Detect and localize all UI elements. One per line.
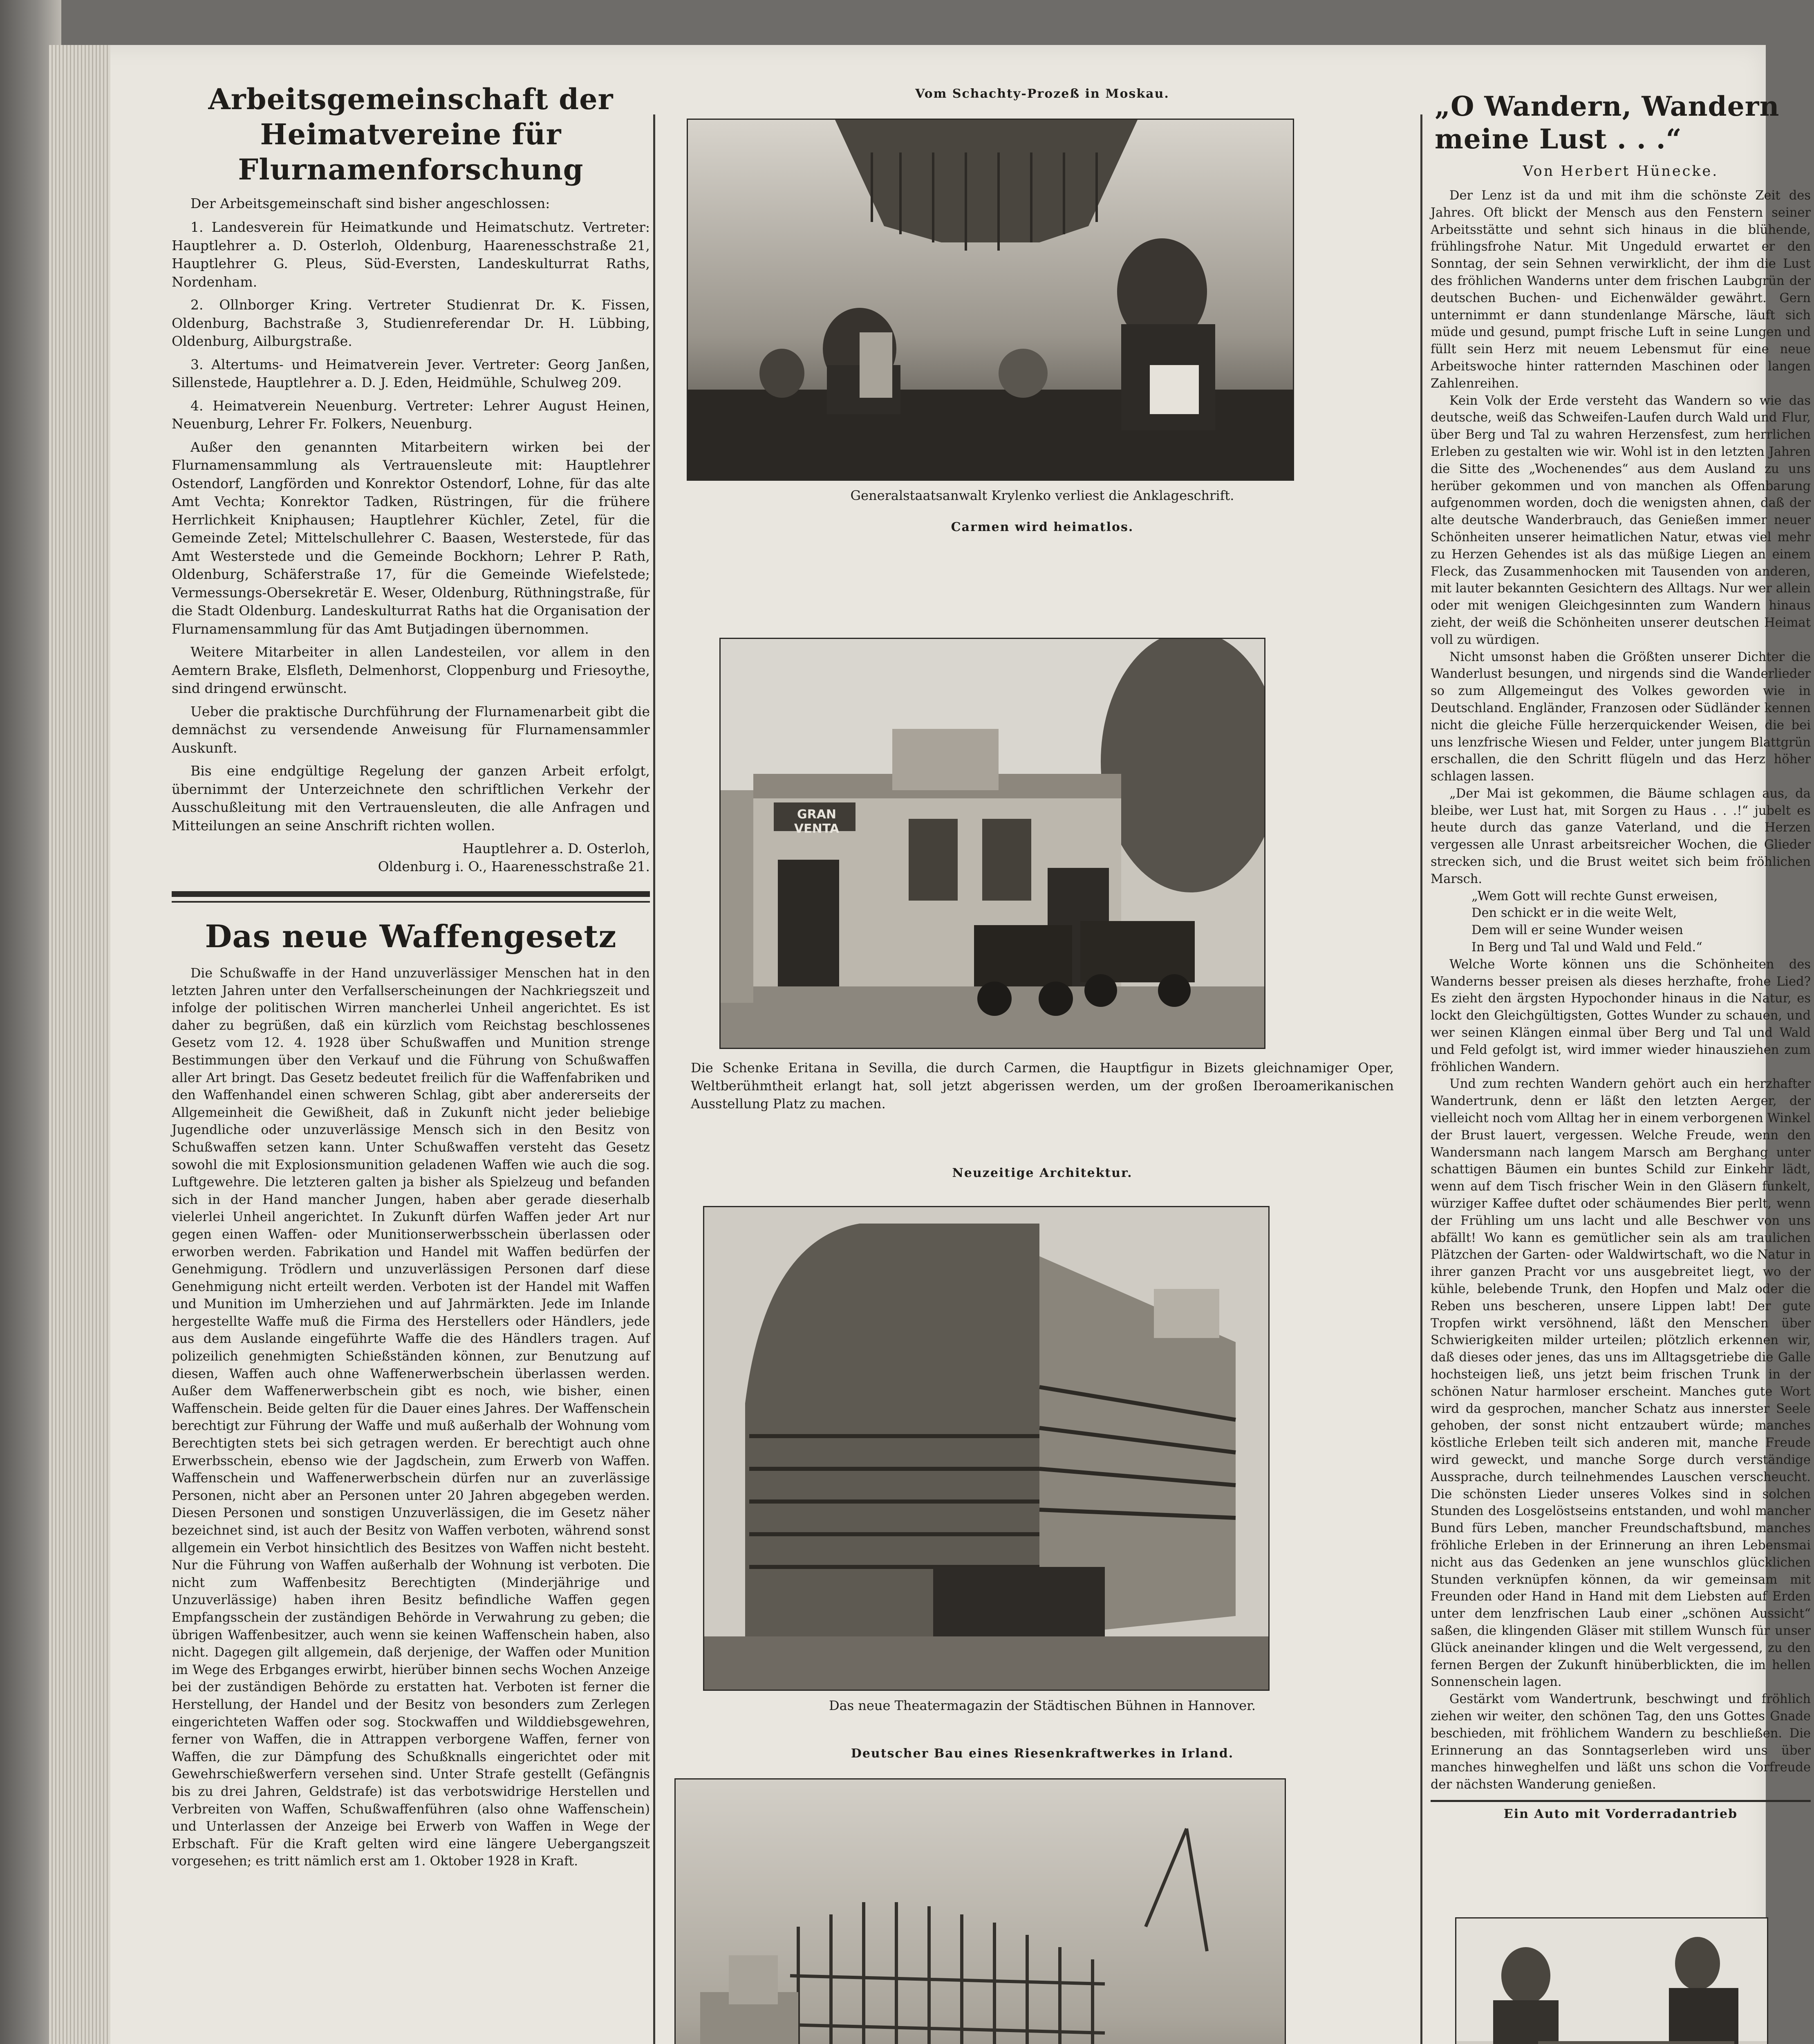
article-paragraph: Außer den genannten Mitarbeitern wirken bei der Flurnamensammlung als Vertrauensleute mit: Hauptlehrer Ostendorf, Langförden und Konrektor Ostendorf, Lohne, für das alte Amt Vechta; Konrektor Tadken, Rüstringen, für die frühere Herrlichkeit Kniphausen; Hauptlehrer Küchler, Zetel, für die Gemeinde Zetel; Mittelschullehrer C. Baasen, Westerstede, für das Amt Westerstede und die Gemeinde Bockhorn; Lehrer P. Rath, Oldenburg, Schäferstraße 17, für die Gemeinde Wiefelstede; Vermessungs-Obersekretär E. Weser, Oldenburg, Rüthningstraße, für die Stadt Oldenburg. Landeskulturrat Raths hat die Organisation der Flurnamensammlung für das Amt Butjadingen übernommen. <box>172 439 650 637</box>
article-paragraph: Kein Volk der Erde versteht das Wandern so wie das deutsche, weiß das Schweifen-Laufen durch Wald und Flur, über Berg und Tal zu wahren Herzensfest, zum herrlichen Erleben zu gestalten wie wir. Wohl ist in den letzten Jahren die Sitte des „Wochenendes“ aus dem Ausland zu uns herüber gekommen und von manchen als Offenbarung aufgenommen worden, doch die wenigsten ahnen, daß der alte deutsche Wanderbrauch, das Genießen immer neuer Schönheiten unserer heimatlichen Natur, etwas viel mehr zu Herzen Gehendes ist als das müßige Liegen an einem Fleck, das Zusammenhocken mit Tausenden von anderen, mit lauter bekannten Gesichtern des Alltags. Nur wer allein oder mit wenigen Gleichgesinnten zum Wandern hinaus zieht, der weiß die Schönheiten unserer deutschen Heimat voll zu würdigen. <box>1431 393 1811 647</box>
association-item: 2. Ollnborger Kring. Vertreter Studienrat Dr. K. Fissen, Oldenburg, Bachstraße 3, Studienreferendar Dr. H. Lübbing, Oldenburg, Ailburgstraße. <box>172 297 650 349</box>
association-item: 1. Landesverein für Heimatkunde und Heimatschutz. Vertreter: Hauptlehrer a. D. Osterloh, Oldenburg, Haarenesschstraße 21, Hauptlehrer G. Pleus, Süd-Eversten, Landeskulturrat Raths, Nordenham. <box>172 219 650 290</box>
photo-title-auto: Ein Auto mit Vorderradantrieb <box>1503 1806 1738 1821</box>
newspaper-page <box>49 45 1811 2044</box>
photo-title-architektur: Neuzeitige Architektur. <box>952 1166 1133 1180</box>
section-divider <box>172 891 650 897</box>
photo-title-kraftwerk: Deutscher Bau eines Riesenkraftwerkes in Irland. <box>851 1746 1234 1761</box>
photo-title-schachty: Vom Schachty-Prozeß in Moskau. <box>915 87 1169 101</box>
signature-name: Hauptlehrer a. D. Osterloh, <box>462 840 650 856</box>
article-paragraph: Nicht umsonst haben die Größten unserer Dichter die Wanderlust besungen, und nirgends sind die Wanderlieder so zum Allgemeingut des Volkes geworden wie in Deutschland. Engländer, Franzosen oder Südländer kennen nicht die gleiche Fülle herzerquickender Weisen, die bei uns lenzfrische Wiesen und Felder, unter jungem Blattgrün erschallen, die den Schritt flügeln und das Herz höher schlagen lassen. <box>1431 650 1811 784</box>
photo-kraftwerk <box>674 1778 1286 2044</box>
article-author: Von Herbert Hünecke. <box>1523 163 1719 179</box>
poem-line: Dem will er seine Wunder weisen <box>1471 923 1683 938</box>
poem-line: Den schickt er in die weite Welt, <box>1471 906 1677 921</box>
photo-title-carmen: Carmen wird heimatlos. <box>951 520 1134 534</box>
article-paragraph: Bis eine endgültige Regelung der ganzen Arbeit erfolgt, übernimmt der Unterzeichnete den schriftlichen Verkehr der Ausschußleitung mit den Vertrauensleuten, die alle Anfragen und Mitteilungen an seine Anschrift richten wollen. <box>172 763 650 834</box>
photo-theatermagazin <box>703 1206 1270 1691</box>
poem-line: „Wem Gott will rechte Gunst erweisen, <box>1471 889 1718 903</box>
section-divider <box>1431 1800 1811 1802</box>
poem-line: In Berg und Tal und Wald und Feld.“ <box>1471 940 1702 955</box>
article-intro: Der Arbeitsgemeinschaft sind bisher angeschlossen: <box>190 195 550 211</box>
article-paragraph: Die Schußwaffe in der Hand unzuverlässiger Menschen hat in den letzten Jahren unter den Verfallserscheinungen der Nachkriegszeit und infolge der politischen Wirren mancherlei Unheil angerichtet. Es ist daher zu begrüßen, daß ein kürzlich vom Reichstag beschlossenes Gesetz vom 12. 4. 1928 über Schußwaffen und Munition strenge Bestimmungen über den Verkauf und die Führung von Schußwaffen aller Art bringt. Das Gesetz bedeutet freilich für die Waffenfabriken und den Waffenhandel einen schweren Schlag, gibt aber andererseits der Allgemeinheit die Gewißheit, daß in Zukunft nicht jeder beliebige Jugendliche oder unzuverlässige Mensch sich in den Besitz von Schußwaffen setzen kann. Unter Schußwaffen versteht das Gesetz sowohl die mit Explosionsmunition geladenen Waffen wie auch die sog. Luftgewehre. Die letzteren galten ja bisher als Spielzeug und befanden sich in der Hand mancher Jungen, haben aber gerade dieserhalb vielerlei Unheil angerichtet. In Zukunft dürfen Waffen jeder Art nur gegen einen Waffen- oder Munitionserwerbsschein überlassen oder erworben werden. Fabrikation und Handel mit Waffen bedürfen der Genehmigung. Trödlern und unzuverlässigen Personen darf diese Genehmigung nicht erteilt werden. Verboten ist der Handel mit Waffen und Munition im Umherziehen und auf Jahrmärkten. Jede im Inlande hergestellte Waffe muß die Firma des Herstellers oder Händlers, jede aus dem Auslande eingeführte Waffe die des Händlers tragen. Auf polizeilich genehmigten Schießständen können, zur Benutzung auf diesen, Waffen auch ohne Waffenerwerbschein überlassen werden. Außer dem Waffenerwerbschein gibt es noch, wie bisher, einen Waffenschein. Beide gelten für die Dauer eines Jahres. Der Waffenschein berechtigt zur Führung der Waffe und muß außerhalb der Wohnung vom Berechtigten stets bei sich getragen werden. Er berechtigt auch ohne Erwerbsschein, ebenso wie der Jagdschein, zum Erwerb von Waffen. Waffenschein und Waffenerwerbschein dürfen nur an zuverlässige Personen, nicht aber an Personen unter 20 Jahren abgegeben werden. Diesen Personen und sonstigen Unzuverlässigen, die im Gesetz näher bezeichnet sind, ist auch der Besitz von Waffen verboten, während sonst allgemein ein Verbot hinsichtlich des Besitzes von Waffen nicht besteht. Nur die Führung von Waffen außerhalb der Wohnung ist verboten. Die nicht zum Waffenbesitz Berechtigten (Minderjährige und Unzuverlässige) haben ihren Besitz befindliche Waffen gegen Empfangsschein der zuständigen Behörde in Verwahrung zu geben; die übrigen Waffenbesitzer, auch wenn sie keinen Waffenschein haben, also nicht. Dagegen gilt allgemein, daß derjenige, der Waffen oder Munition im Wege des Erbganges erwirbt, hierüber binnen sechs Wochen Anzeige bei der zuständigen Behörde zu erstatten hat. Verboten ist ferner die Herstellung, der Handel und der Besitz von besonders zum Zerlegen eingerichteten Waffen oder sog. Stockwaffen und Wilddiebsgewehren, ferner von Waffen, die in Attrappen verborgene Waffen, ferner von Waffen, die zur Dämpfung des Schußknalls eingerichtet oder mit Gewehrschießwerfern versehen sind. Unter Strafe gestellt (Gefängnis bis zu drei Jahren, Geldstrafe) ist das verbotswidrige Herstellen und Verbreiten von Waffen, Schußwaffenführen (also ohne Waffenschein) und Unterlassen der Anzeige bei Erwerb von Waffen in Wege der Erbschaft. Für die Kraft gelten wird eine längere Uebergangszeit vorgesehen; es tritt nämlich erst am 1. Oktober 1928 in Kraft. <box>172 966 650 1869</box>
photo-caption-architektur: Das neue Theatermagazin der Städtischen Bühnen in Hannover. <box>829 1698 1256 1713</box>
photo-caption-carmen: Die Schenke Eritana in Sevilla, die durch Carmen, die Hauptfigur in Bizets gleichnamiger Oper, Weltberühmtheit erlangt hat, soll jetzt abgerissen werden, um der großen Iberoamerikanischen Ausstellung Platz zu machen. <box>691 1060 1394 1112</box>
photo-courtroom <box>687 119 1294 481</box>
association-item: 3. Altertums- und Heimatverein Jever. Vertreter: Georg Janßen, Sillenstede, Hauptlehrer a. D. J. Eden, Heidmühle, Schulweg 209. <box>172 356 650 390</box>
article-paragraph: Ueber die praktische Durchführung der Flurnamenarbeit gibt die demnächst zu versendende Anweisung für Flurnamensammler Auskunft. <box>172 703 650 756</box>
article-paragraph: Weitere Mitarbeiter in allen Landesteilen, vor allem in den Aemtern Brake, Elsfleth, Delmenhorst, Cloppenburg und Friesoythe, sind dringend erwünscht. <box>172 644 650 696</box>
section-divider-thin <box>172 901 650 903</box>
article-paragraph: Und zum rechten Wandern gehört auch ein herzhafter Wandertrunk, denn er läßt den letzten Aerger, der vielleicht noch vom Alltag her in einem verborgenen Winkel der Brust lauert, vergessen. Welche Freude, wenn den Wandersmann nach langem Marsch am Berghang unter schattigen Bäumen ein buntes Schild zur Einkehr lädt, wenn auf dem Tisch frischer Wein in den Gläsern funkelt, würziger Kaffee duftet oder schäumendes Bier perlt, wenn der Frühling um uns lacht und alle Beschwer von uns abfällt! Wo kann es gemütlicher sein als am traulichen Plätzchen der Garten- oder Waldwirtschaft, wo die Natur in ihrer ganzen Pracht vor uns ausgebreitet liegt, wo der kühle, belebende Trunk, den Hopfen und Malz oder die Reben uns bescheren, unsere Lippen labt! Der gute Tropfen wirkt versöhnend, läßt den Menschen über Schwierigkeiten milder urteilen; plötzlich erkennen wir, daß dieses oder jenes, das uns im Alltagsgetriebe die Galle hochsteigen ließ, uns jetzt beim frischen Trunk in der schönen Natur harmloser erscheint. Manches gute Wort wird da gesprochen, mancher Schatz aus innerster Seele gehoben, der sonst nicht entzaubert würde; manches köstliche Erleben teilt sich anderen mit, manche Freude wird geweckt, und manche Sorge durch verständige Aussprache, durch teilnehmendes Lauschen verscheucht. Die schönsten Lieder unseres Volkes sind in solchen Stunden des Losgelöstseins entstanden, und wohl mancher Bund fürs Leben, mancher Freundschaftsbund, manches fröhliche Erleben in der Erinnerung an ihren Lebensmai nicht aus das Gedenken an jene wunschlos glücklichen Stunden verknüpfen können, da wir gemeinsam mit Freunden oder Hand in Hand mit dem Liebsten auf Erden unter dem lenzfrischen Laub einer „schönen Aussicht“ saßen, die klingenden Gläser mit stillem Wunsch für unser Glück aneinander klingen und die Welt vergessend, zu den fernen Bergen der Zukunft hinüberblickten, die im hellen Sonnenschein lagen. <box>1431 1077 1811 1690</box>
article-paragraph: Welche Worte können uns die Schönheiten des Wanderns besser preisen als dieses herzhafte, frohe Lied? Es zieht den ärgsten Hypochonder hinaus in die Natur, es lockt den Gleichgültigsten, Gottes Wunder zu schauen, und wer seinen Klängen einmal über Berg und Tal und Wald und Feld gefolgt ist, wird immer wieder hinausziehen zum fröhlichen Wandern. <box>1431 957 1811 1074</box>
article-title-waffengesetz: Das neue Waffengesetz <box>205 918 617 955</box>
poem-quote <box>1431 888 1811 956</box>
left-column <box>172 82 650 1870</box>
photo-caption-schachty: Generalstaatsanwalt Krylenko verliest die Anklageschrift. <box>850 488 1234 503</box>
middle-column <box>662 45 1422 2044</box>
photo-carmen-tavern <box>719 638 1265 1049</box>
association-list <box>172 218 650 433</box>
article-title-wandern: „O Wandern, Wandern meine Lust . . .“ <box>1435 90 1780 155</box>
article-paragraph: Gestärkt vom Wandertrunk, beschwingt und fröhlich ziehen wir weiter, den schönen Tag, den uns Gottes Gnade beschieden, mit fröhlichem Wandern zu beschließen. Die Erinnerung an das Sonntagserleben wird uns über manches hinweghelfen und läßt uns schon die Vorfreude der nächsten Wanderung genießen. <box>1431 1692 1811 1792</box>
photo-auto <box>1455 1917 1768 2044</box>
article-title-flurnamen: Arbeitsgemeinschaft der Heimatvereine für Flurnamenforschung <box>208 82 614 186</box>
column-rule-left <box>653 114 655 2044</box>
article-paragraph: „Der Mai ist gekommen, die Bäume schlagen aus, da bleibe, wer Lust hat, mit Sorgen zu Haus . . .!“ jubelt es heute durch das ganze Vaterland, und die Herzen vergessen alle Unrast arbeitsreicher Wochen, die Glieder strecken sich, und die Brust weitet sich beim fröhlichen Marsch. <box>1431 786 1811 886</box>
right-column <box>1431 90 1811 1822</box>
article-paragraph: Der Lenz ist da und mit ihm die schönste Zeit des Jahres. Oft blickt der Mensch aus den Fenstern seiner Arbeitsstätte und sehnt sich hinaus in die blühende, frühlingsfrohe Natur. Mit Ungeduld erwartet er den Sonntag, der sein Sehnen verwirklicht, der ihm die Lust des fröhlichen Wanderns unter dem frischen Laubgrün der deutschen Buchen- und Eichenwälder gewährt. Gern unternimmt er dann stundenlange Märsche, läuft sich müde und gesund, pumpt frische Luft in seine Lungen und füllt sein Herz mit neuem Lebensmut für eine neue Arbeitswoche hinter ratternden Maschinen oder langen Zahlenreihen. <box>1431 188 1811 391</box>
association-item: 4. Heimatverein Neuenburg. Vertreter: Lehrer August Heinen, Neuenburg, Lehrer Fr. Folkers, Neuenburg. <box>172 397 650 432</box>
signature-address: Oldenburg i. O., Haarenesschstraße 21. <box>378 858 650 874</box>
tavern-sign: GRAN VENTA <box>794 807 840 836</box>
page-stack-edge <box>49 45 110 2044</box>
